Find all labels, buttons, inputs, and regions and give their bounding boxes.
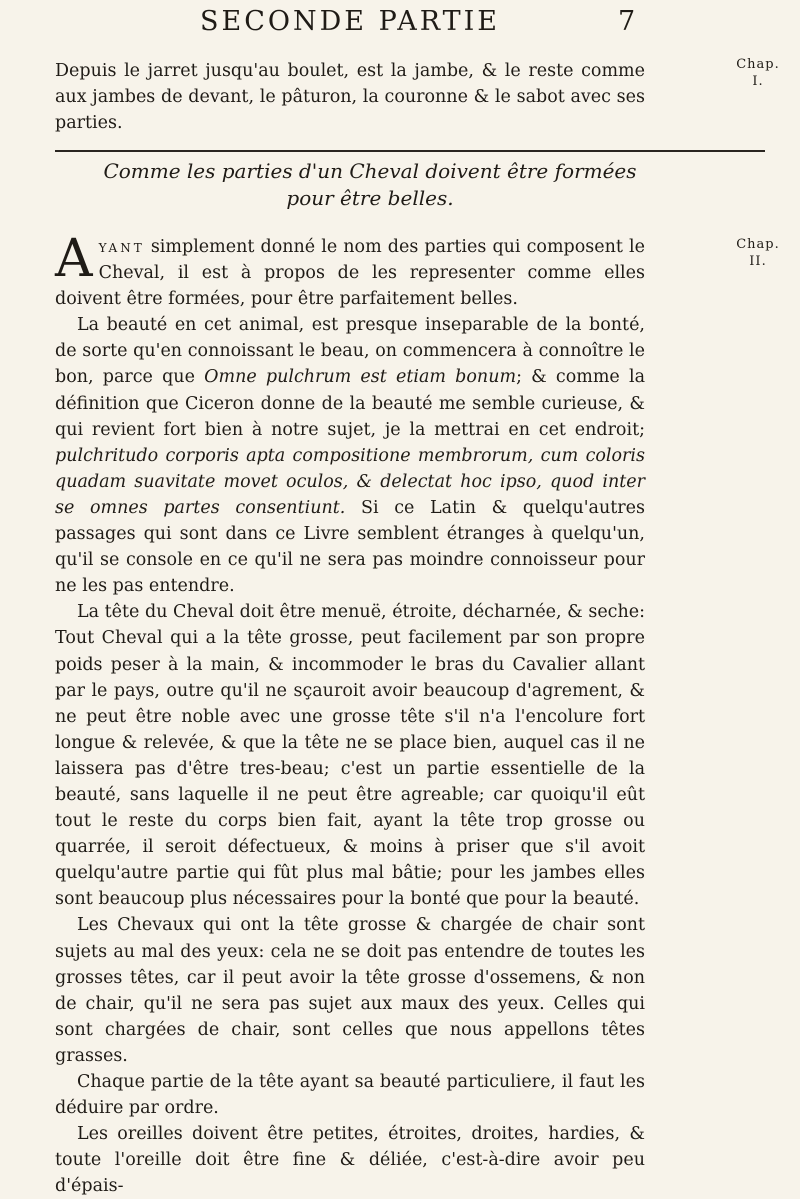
intro-text: Depuis le jarret jusqu'au boulet, est la jambe, & le reste comme aux jambes de devant, le pâturon, la couronne & le sabot avec ses parties. xyxy=(55,61,645,134)
margin-chapter-number: II. xyxy=(749,254,767,269)
paragraph-2-part-b: ; & comme la définition que Ciceron donne de la beauté me semble curieuse, & qui revient fort bien à notre sujet, je la mettrai en cet endroit; xyxy=(55,367,645,440)
paragraph-3: La tête du Cheval doit être menuë, étroite, décharnée, & seche: Tout Cheval qui a la tête grosse, peut facilement par son propre poids peser à la main, & incommoder le bras du Cavalier allant par le pays, outre qu'il ne sçauroit avoir beaucoup d'agrement, & ne peut être noble avec une grosse tête s'il n'a l'encolure fort longue & relevée, & que la tête ne se place bien, auquel cas il ne laissera pas d'être tres-beau; c'est un partie essentielle de la beauté, sans laquelle il ne peut être agreable; car quoiqu'il eût tout le reste du corps bien fait, ayant la tête trop grosse ou quarrée, il seroit défectueux, & moins à priser que s'il avoit quelqu'autre partie qui fût plus mal bâtie; pour les jambes elles sont beaucoup plus nécessaires pour la bonté que pour la beauté. xyxy=(55,602,645,910)
section-divider xyxy=(55,150,765,152)
paragraph-6: Les oreilles doivent être petites, étroites, droites, hardies, & toute l'oreille doit être fine & déliée, c'est-à-dire avoir peu d'épais- xyxy=(55,1124,645,1197)
page-number: 7 xyxy=(618,6,636,37)
latin-quote-1: Omne pulchrum est etiam bonum xyxy=(204,367,517,388)
paragraph-2 xyxy=(55,312,645,599)
latin-quote-2: pulchritudo corporis apta compositione membrorum, cum coloris quadam suavitate movet oculos, & delectat hoc ipso, quod inter se omnes partes consentiunt. xyxy=(55,445,645,518)
opening-word: yant xyxy=(98,237,145,257)
margin-chapter-number: I. xyxy=(752,74,764,89)
margin-chapter-ii xyxy=(728,236,788,270)
margin-chapter-i xyxy=(728,56,788,90)
main-text xyxy=(55,229,645,1199)
paragraph-4: Les Chevaux qui ont la tête grosse & chargée de chair sont sujets au mal des yeux: cela ne se doit pas entendre de toutes les grosses têtes, car il peut avoir la tête grosse d'ossemens, & non de chair, qu'il ne sera pas sujet aux maux des yeux. Celles qui sont chargées de chair, sont celles que nous appellons têtes grasses. xyxy=(55,915,645,1066)
paragraph-1-text: simplement donné le nom des parties qui composent le Cheval, il est à propos de les representer comme elles doivent être formées, pour être parfaitement belles. xyxy=(55,237,645,310)
margin-chapter-label: Chap. xyxy=(736,237,780,252)
paragraph-2-part-c: Si ce Latin & quelqu'autres passages qui sont dans ce Livre semblent étranges à quelqu'un, qu'il se console en ce qu'il ne sera pas moindre connoisseur pour ne les pas entendre. xyxy=(55,497,645,597)
running-head xyxy=(0,6,800,46)
running-title: SECONDE PARTIE xyxy=(200,6,500,37)
paragraph-1 xyxy=(55,229,645,312)
margin-chapter-label: Chap. xyxy=(736,57,780,72)
intro-paragraph xyxy=(55,58,645,136)
section-heading: Comme les parties d'un Cheval doivent être formées pour être belles. xyxy=(103,159,637,210)
drop-cap: A xyxy=(55,229,93,289)
paragraph-2-part-a: La beauté en cet animal, est presque inseparable de la bonté, de sorte qu'en connoissant le beau, on commencera à connoître le bon, parce que xyxy=(55,315,645,388)
paragraph-5: Chaque partie de la tête ayant sa beauté particuliere, il faut les déduire par ordre. xyxy=(55,1072,645,1119)
